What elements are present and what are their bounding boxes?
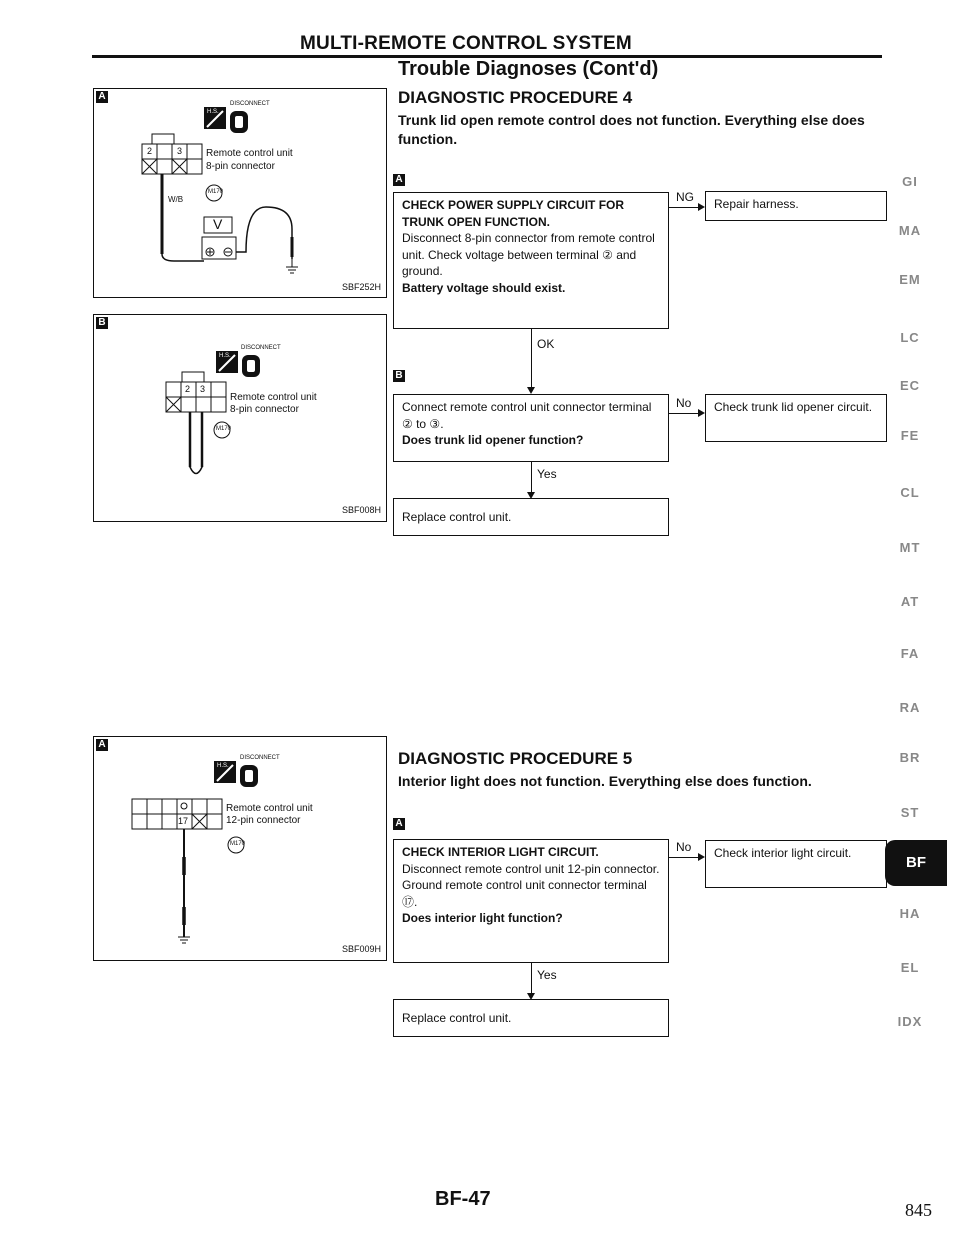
figure-b-badge: B [96, 317, 108, 329]
procedure4-ng-box [705, 191, 887, 221]
procedure4-yes-label: Yes [537, 467, 557, 481]
figure-b-code: SBF008H [342, 505, 382, 515]
ng-arrow [698, 203, 705, 211]
ok-connector-line [531, 329, 532, 389]
procedure4-no-label: No [676, 396, 692, 410]
side-tab-mt[interactable]: MT [899, 540, 921, 555]
procedure4-no-box [705, 394, 887, 442]
procedure5-heading: DIAGNOSTIC PROCEDURE 5 [398, 749, 633, 768]
no-arrow [698, 409, 705, 417]
side-tab-br[interactable]: BR [899, 750, 921, 765]
figure-b [93, 314, 387, 522]
procedure4-no-action: Check trunk lid opener circuit. [714, 400, 873, 414]
voltmeter [202, 237, 236, 259]
figure-c-conn-code: M170 [230, 841, 246, 847]
figure-c-pin: 17 [178, 816, 189, 826]
procedure4-yes-box [393, 498, 669, 536]
procedure4-heading: DIAGNOSTIC PROCEDURE 4 [398, 88, 633, 107]
procedure5-yes-box [393, 999, 669, 1037]
yes-connector-line [531, 462, 532, 494]
figure-a-connector: 8-pin connector [206, 161, 275, 172]
figure-c-diagram [94, 737, 386, 960]
side-tab-ha[interactable]: HA [899, 906, 921, 921]
figure-b-pin-3: 3 [200, 384, 206, 394]
side-tab-idx[interactable]: IDX [897, 1014, 923, 1029]
side-tab-fe[interactable]: FE [900, 428, 920, 443]
side-tab-at[interactable]: AT [900, 594, 920, 609]
procedure4-step2-question: Does trunk lid opener function? [402, 433, 584, 447]
side-tab-fa[interactable]: FA [900, 646, 920, 661]
procedure5-description: Interior light does not function. Everything else does function. [398, 773, 812, 789]
figure-a [93, 88, 387, 298]
procedure5-step1-title: CHECK INTERIOR LIGHT CIRCUIT. [402, 845, 599, 859]
procedure4-ng-label: NG [676, 190, 694, 204]
p5-yes-connector-line [531, 963, 532, 995]
section-title: Trouble Diagnoses (Cont'd) [398, 58, 659, 80]
procedure4-step1-box [393, 192, 669, 329]
procedure5-step1-box [393, 839, 669, 963]
procedure4-step2-box [393, 394, 669, 462]
procedure4-yes-action: Replace control unit. [402, 510, 512, 524]
side-tab-gi[interactable]: GI [902, 174, 918, 189]
procedure5-no-box [705, 840, 887, 888]
system-title: MULTI-REMOTE CONTROL SYSTEM [300, 33, 632, 54]
procedure4-description: Trunk lid open remote control does not function. Everything else does function. [398, 112, 865, 147]
procedure4-ng-action: Repair harness. [714, 197, 799, 211]
procedure4-ok-label: OK [537, 337, 555, 351]
figure-a-badge: A [96, 91, 108, 103]
procedure4-badge-b: B [393, 370, 405, 382]
procedure5-badge-a: A [393, 818, 405, 830]
p5-no-connector-line [669, 857, 699, 858]
procedure5-no-action: Check interior light circuit. [714, 846, 852, 860]
figure-a-unit: Remote control unit [206, 148, 293, 159]
figure-b-connector: 8-pin connector [230, 404, 299, 415]
ng-connector-line [669, 207, 699, 208]
figure-b-unit: Remote control unit [230, 392, 317, 403]
procedure5-step1-body: Disconnect remote control unit 12-pin connector. Ground remote control unit connector terminal ⑰. [402, 861, 660, 909]
figure-b-pin-2: 2 [185, 384, 191, 394]
page-number: 845 [905, 1200, 932, 1220]
figure-a-disconnect: DISCONNECT [230, 101, 270, 107]
side-tab-bf-active[interactable]: BF [885, 840, 947, 886]
figure-a-pin-3: 3 [177, 146, 183, 156]
procedure5-yes-label: Yes [537, 968, 557, 982]
side-tab-ec[interactable]: EC [899, 378, 921, 393]
procedure4-step1-title: CHECK POWER SUPPLY CIRCUIT FOR TRUNK OPEN FUNCTION. [402, 198, 625, 229]
procedure4-step2-body: Connect remote control unit connector terminal ② to ③. [402, 400, 652, 431]
figure-a-meter: V [213, 216, 223, 232]
jumper-wire [190, 450, 202, 474]
figure-b-conn-code: M170 [216, 426, 232, 432]
side-tab-lc[interactable]: LC [900, 330, 920, 345]
side-tab-cl[interactable]: CL [900, 485, 920, 500]
figure-a-conn-code: M170 [208, 189, 224, 195]
procedure5-step1-question: Does interior light function? [402, 911, 563, 925]
p5-no-arrow [698, 853, 705, 861]
side-tab-ra[interactable]: RA [899, 700, 921, 715]
procedure5-yes-action: Replace control unit. [402, 1011, 512, 1025]
figure-b-hs: H.S. [219, 353, 231, 359]
figure-a-hs: H.S. [207, 109, 219, 115]
side-tab-ma[interactable]: MA [898, 223, 922, 238]
page-code: BF-47 [435, 1188, 491, 1210]
figure-a-pin-2: 2 [147, 146, 153, 156]
figure-c-hs: H.S. [217, 763, 229, 769]
side-tab-st[interactable]: ST [900, 805, 920, 820]
figure-a-code: SBF252H [342, 282, 382, 292]
figure-a-wire: W/B [168, 195, 184, 204]
figure-c-badge: A [96, 739, 108, 751]
figure-a-diagram [94, 89, 386, 297]
procedure4-step1-expect: Battery voltage should exist. [402, 280, 566, 295]
procedure4-badge-a: A [393, 174, 405, 186]
procedure4-step1-body: Disconnect 8-pin connector from remote control unit. Check voltage between terminal ② and ground. [402, 231, 655, 278]
no-connector-line [669, 413, 699, 414]
figure-c-connector: 12-pin connector [226, 815, 301, 826]
procedure5-no-label: No [676, 840, 692, 854]
figure-c-unit: Remote control unit [226, 803, 313, 814]
side-tab-em[interactable]: EM [899, 272, 921, 287]
ok-arrow [527, 387, 535, 394]
figure-b-diagram [94, 315, 386, 521]
figure-c-disconnect: DISCONNECT [240, 755, 280, 761]
figure-c-code: SBF009H [342, 944, 382, 954]
figure-b-disconnect: DISCONNECT [241, 345, 281, 351]
figure-c [93, 736, 387, 961]
side-tab-el[interactable]: EL [900, 960, 920, 975]
